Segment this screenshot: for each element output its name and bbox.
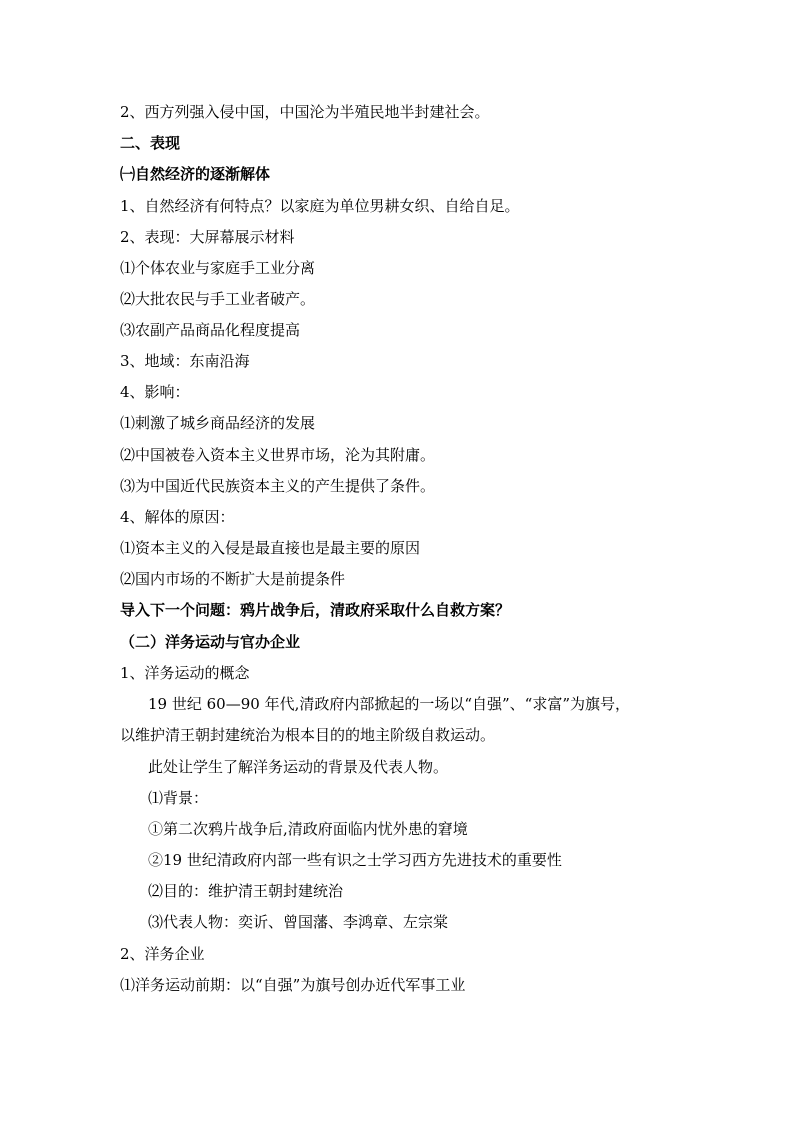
subsection-heading: ㈠自然经济的逐渐解体 <box>120 165 271 183</box>
text-line: ⑵国内市场的不断扩大是前提条件 <box>120 570 346 588</box>
text-line: ⑴个体农业与家庭手工业分离 <box>120 259 316 277</box>
text-line: ②19 世纪清政府内部一些有识之士学习西方先进技术的重要性 <box>148 851 562 869</box>
text-line: ⑵目的：维护清王朝封建统治 <box>148 882 344 900</box>
text-line: 3、地域：东南沿海 <box>120 352 250 370</box>
text-line: 4、解体的原因： <box>120 508 235 526</box>
text-line: 1、洋务运动的概念 <box>120 664 250 682</box>
section-heading: 二、表现 <box>120 134 181 152</box>
text-line: ⑴资本主义的入侵是最直接也是最主要的原因 <box>120 539 421 557</box>
text-line: 2、表现：大屏幕展示材料 <box>120 228 295 246</box>
text-line: ⑵大批农民与手工业者破产。 <box>120 290 316 308</box>
text-line: 2、西方列强入侵中国，中国沦为半殖民地半封建社会。 <box>120 103 490 121</box>
text-line: ⑴洋务运动前期：以“自强”为旗号创办近代军事工业 <box>120 976 466 994</box>
text-line: 1、自然经济有何特点？以家庭为单位男耕女织、自给自足。 <box>120 197 520 215</box>
text-line: ⑵中国被卷入资本主义世界市场，沦为其附庸。 <box>120 446 436 464</box>
text-line: ⑶农副产品商品化程度提高 <box>120 321 301 339</box>
text-line: ⑶为中国近代民族资本主义的产生提供了条件。 <box>120 477 436 495</box>
subsection-heading: （二）洋务运动与官办企业 <box>120 633 301 651</box>
text-line: 4、影响： <box>120 383 190 401</box>
text-line: 19 世纪 60—90 年代,清政府内部掀起的一场以“自强”、“求富”为旗号， <box>148 695 631 713</box>
text-line: ⑴背景： <box>148 789 209 807</box>
text-line: 此处让学生了解洋务运动的背景及代表人物。 <box>148 758 449 776</box>
text-line: 以维护清王朝封建统治为根本目的的地主阶级自救运动。 <box>120 726 496 744</box>
text-line: ⑴刺激了城乡商品经济的发展 <box>120 414 316 432</box>
text-line: 2、洋务企业 <box>120 945 205 963</box>
transition-question: 导入下一个问题：鸦片战争后，清政府采取什么自救方案？ <box>120 601 511 619</box>
text-line: ①第二次鸦片战争后,清政府面临内忧外患的窘境 <box>148 820 468 838</box>
text-line: ⑶代表人物：奕䜣、曾国藩、李鸿章、左宗棠 <box>148 913 449 931</box>
